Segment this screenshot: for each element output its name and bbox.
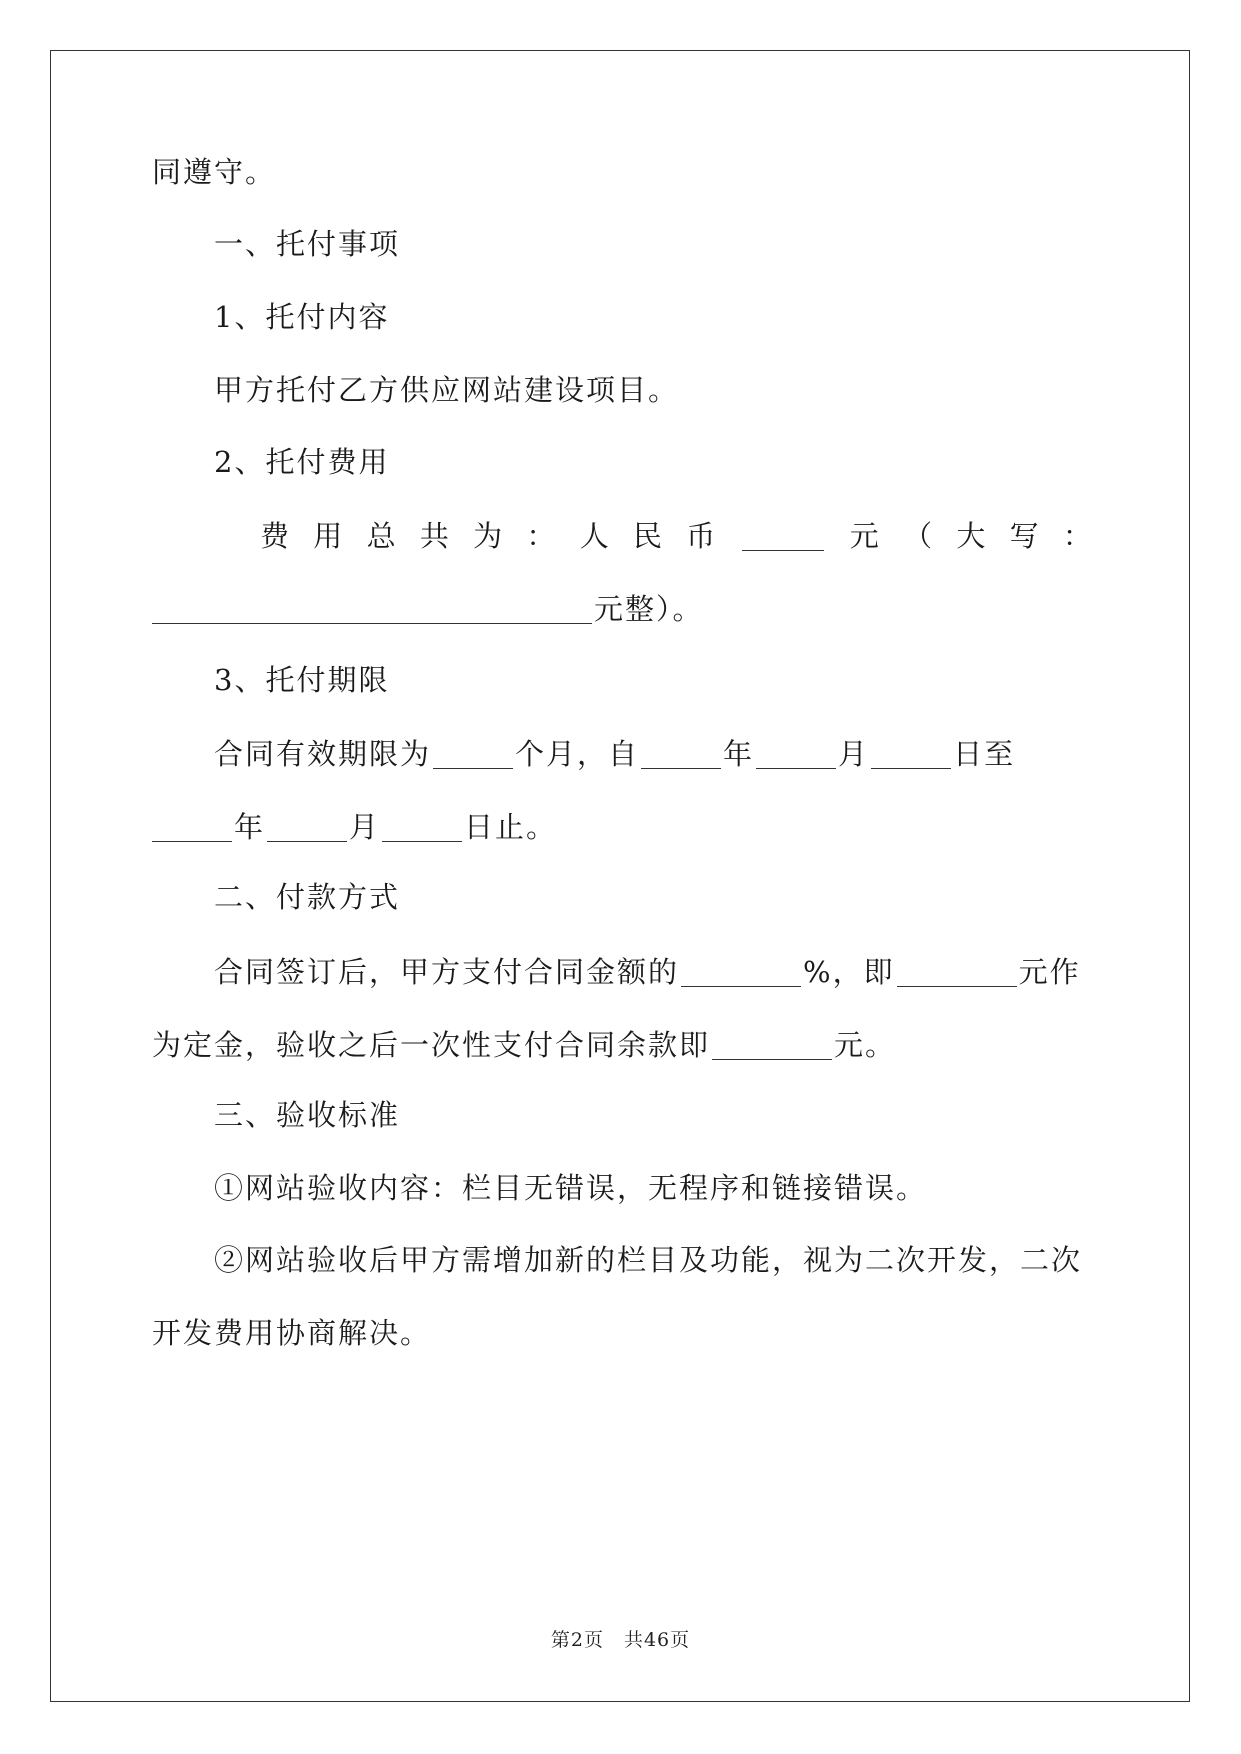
text-fragment: 合同签订后，甲方支付合同金额的 [214,955,680,989]
text-fragment: 年 [234,810,266,844]
text-char: 币 [686,519,716,553]
fee-capital-line [152,593,704,624]
blank-start-day-field[interactable] [871,738,951,769]
text-fragment: %，即 [803,955,895,989]
section-heading: 一、托付事项 [214,227,401,261]
text-fragment: 日止。 [464,810,558,844]
text-char: 元 [849,519,879,553]
page-number-footer: 第2页 共46页 [550,1629,691,1651]
term-end-line [152,811,557,842]
text-fragment: 元作 [1018,955,1081,989]
blank-start-month-field[interactable] [756,738,836,769]
text-char: 费 [260,519,290,553]
text-char: 人 [579,519,609,553]
blank-percent-field[interactable] [681,956,801,987]
text-char: 民 [632,519,662,553]
blank-deposit-field[interactable] [897,956,1017,987]
paragraph: ②网站验收后甲方需增加新的栏目及功能，视为二次开发，二次 [214,1243,1083,1277]
fee-total-line [152,520,1092,551]
blank-end-day-field[interactable] [382,811,462,842]
text-char: 为 [473,519,503,553]
paragraph: ①网站验收内容：栏目无错误，无程序和链接错误。 [214,1171,928,1205]
paragraph: 甲方托付乙方供应网站建设项目。 [214,373,680,407]
text-char: ： [526,519,556,553]
blank-start-year-field[interactable] [641,738,721,769]
text-char: 大 [956,519,986,553]
text-fragment: 月 [838,737,870,771]
text-char: 共 [419,519,449,553]
blank-end-year-field[interactable] [152,811,232,842]
subsection-heading: 2、托付费用 [214,445,390,479]
blank-balance-field[interactable] [712,1029,832,1060]
text-char: 总 [366,519,396,553]
text-fragment: 合同有效期限为 [214,737,432,771]
payment-balance-line [152,1029,896,1060]
payment-line [214,956,1081,987]
section-heading: 三、验收标准 [214,1098,401,1132]
page-border [50,50,1190,1702]
term-line [214,738,1015,769]
text-fragment: 日至 [953,737,1016,771]
text-char: ： [1062,519,1092,553]
text-fragment: 个月，自 [515,737,640,771]
text-char: 用 [313,519,343,553]
text-fragment: 为定金，验收之后一次性支付合同余款即 [152,1028,711,1062]
text-char: （ [903,519,933,553]
subsection-heading: 1、托付内容 [214,300,390,334]
blank-end-month-field[interactable] [267,811,347,842]
text-fragment: 元。 [834,1028,897,1062]
paragraph: 开发费用协商解决。 [152,1316,432,1350]
blank-months-field[interactable] [433,738,513,769]
text-char: 写 [1009,519,1039,553]
text-fragment: 元整）。 [594,592,704,626]
section-heading: 二、付款方式 [214,880,401,914]
text-fragment: 年 [723,737,755,771]
blank-amount-field[interactable] [742,520,824,551]
text-fragment: 月 [349,810,381,844]
subsection-heading: 3、托付期限 [214,663,390,697]
blank-capital-amount-field[interactable] [152,593,592,624]
paragraph: 同遵守。 [152,155,277,189]
